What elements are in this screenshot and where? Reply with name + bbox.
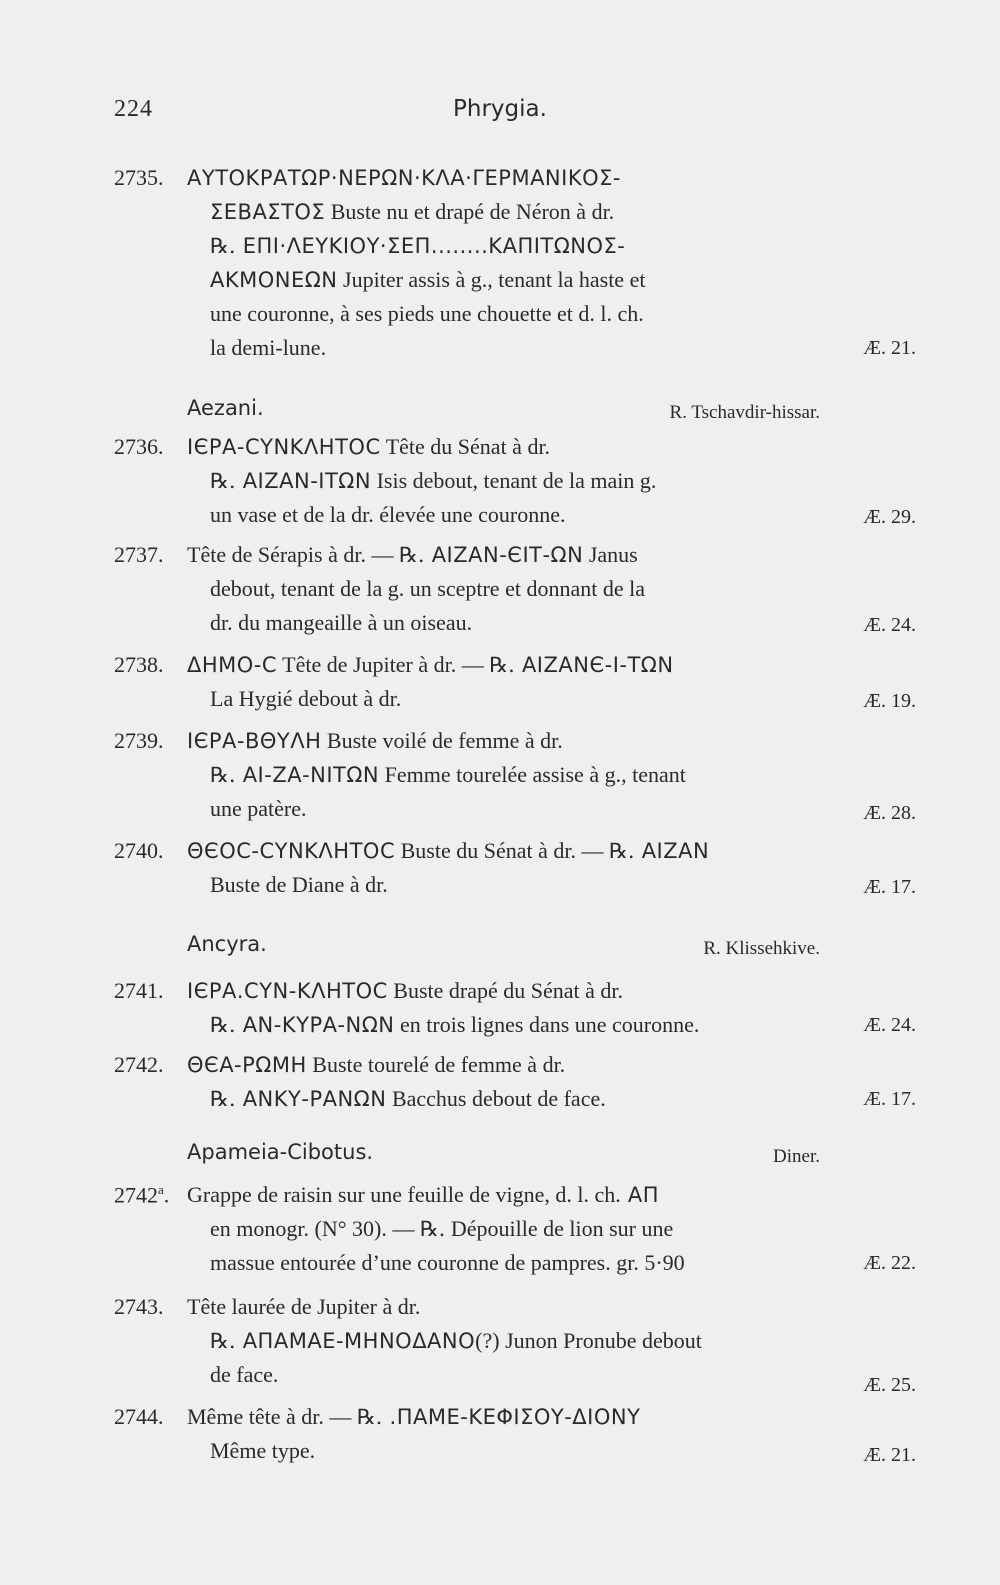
entry-line	[210, 610, 472, 636]
description: Même type.	[210, 1438, 316, 1463]
description: Buste du Sénat à dr. —	[395, 838, 609, 863]
reverse-mark: ℞.	[609, 839, 635, 863]
reverse-mark: ℞.	[419, 1217, 446, 1241]
entry-line	[210, 301, 644, 327]
reverse-mark: ℞.	[210, 234, 236, 258]
legend-reverse: ΑΙΖΑΝ-ΙΤΩΝ	[235, 469, 372, 493]
entry-line	[187, 1404, 640, 1430]
section-ancyra	[0, 932, 1000, 966]
metal-size: Æ. 24.	[863, 614, 916, 636]
entry-number: 2742.	[114, 1052, 164, 1077]
reverse-mark: ℞.	[210, 469, 236, 493]
metal-size: Æ. 21.	[863, 1444, 916, 1466]
description: Grappe de raisin sur une feuille de vigne, d. l. ch.	[187, 1182, 621, 1207]
description: Buste voilé de femme à dr.	[321, 728, 563, 753]
description-weight: massue entourée d’une couronne de pampres. gr. 5·90	[210, 1250, 685, 1275]
entry-line	[187, 1182, 659, 1208]
metal-size: Æ. 17.	[863, 876, 916, 898]
entry-number: 2738.	[114, 652, 164, 677]
section-aezani	[0, 396, 1000, 430]
metal-size: Æ. 29.	[863, 506, 916, 528]
entry-number: 2735.	[114, 165, 164, 190]
description: Buste tourelé de femme à dr.	[306, 1052, 566, 1077]
reverse-mark: ℞.	[399, 543, 425, 567]
description: Buste nu et drapé de Néron à dr.	[325, 199, 615, 224]
entry-2739	[0, 728, 1000, 828]
description: dr. du mangeaille à un oiseau.	[210, 610, 473, 635]
description: en monogr. (N° 30). —	[210, 1216, 420, 1241]
section-location: R. Tschavdir-hissar.	[669, 402, 820, 423]
description: Buste de Diane à dr.	[210, 872, 388, 897]
entry-line	[187, 434, 550, 460]
legend-reverse: .ΠΑΜΕ-ΚΕΦΙΣΟΥ-ΔΙΟΝΥ	[382, 1405, 641, 1429]
legend-reverse: ΑΝΚΥ-ΡΑΝΩΝ	[235, 1087, 387, 1111]
entry-line	[187, 1052, 565, 1078]
entry-2743	[0, 1294, 1000, 1394]
legend-obverse: ΘЄΑ-ΡΩΜΗ	[187, 1053, 307, 1077]
description: une couronne, à ses pieds une chouette et d. l. ch.	[210, 301, 644, 326]
reverse-mark: ℞.	[210, 1087, 236, 1111]
legend-reverse: ΑΙΖΑΝЄ-Ι-ΤΩΝ	[514, 653, 674, 677]
entry-line	[187, 165, 621, 191]
entry-line	[210, 762, 686, 788]
entry-line	[187, 1294, 420, 1320]
entry-number	[114, 1182, 169, 1208]
entry-2742	[0, 1052, 1000, 1118]
entry-number-sup: a	[158, 1182, 164, 1197]
entry-2740	[0, 838, 1000, 904]
entry-number-main: 2742	[114, 1182, 158, 1208]
entry-line	[210, 233, 625, 259]
entry-number: 2736.	[114, 434, 164, 459]
description: Isis debout, tenant de la main g.	[371, 468, 657, 493]
section-title: Aezani.	[187, 396, 264, 420]
description: Buste drapé du Sénat à dr.	[387, 978, 624, 1003]
entry-line	[210, 872, 388, 898]
legend-reverse: ΑΚΜΟΝΕΩΝ	[210, 268, 338, 292]
metal-size: Æ. 22.	[863, 1252, 916, 1274]
section-apameia	[0, 1140, 1000, 1174]
entry-line	[187, 652, 674, 678]
reverse-mark: ℞.	[489, 653, 515, 677]
description: la demi-lune.	[210, 335, 327, 360]
entry-number-dot: .	[163, 1182, 170, 1208]
entry-line	[210, 1328, 702, 1354]
legend-reverse: ΑΙ-ΖΑ-ΝΙΤΩΝ	[235, 763, 380, 787]
legend-obverse: ΙЄΡΑ-ΒΘΥΛΗ	[187, 729, 322, 753]
entry-line	[210, 267, 645, 293]
entry-line	[210, 686, 401, 712]
section-location: Diner.	[773, 1146, 820, 1167]
entry-line	[210, 1438, 315, 1464]
entry-2738	[0, 652, 1000, 718]
reverse-mark: ℞.	[210, 1013, 236, 1037]
legend-reverse: ΑΝ-ΚΥΡΑ-ΝΩΝ	[235, 1013, 395, 1037]
description: Jupiter assis à g., tenant la haste et	[337, 267, 646, 292]
description: une patère.	[210, 796, 307, 821]
entry-number: 2740.	[114, 838, 164, 863]
entry-line	[210, 1086, 606, 1112]
entry-number: 2743.	[114, 1294, 164, 1319]
entry-line	[187, 838, 709, 864]
entry-2744	[0, 1404, 1000, 1474]
entry-number: 2744.	[114, 1404, 164, 1429]
entry-line	[210, 1362, 278, 1388]
section-title: Apameia-Cibotus.	[187, 1140, 374, 1164]
entry-line	[210, 1012, 699, 1038]
metal-size: Æ. 17.	[863, 1088, 916, 1110]
description: en trois lignes dans une couronne.	[394, 1012, 700, 1037]
metal-size: Æ. 24.	[863, 1014, 916, 1036]
entry-line	[187, 728, 563, 754]
entry-2736	[0, 434, 1000, 534]
legend-obverse: ΙЄΡΑ-CΥΝΚΛΗΤΟC	[187, 435, 381, 459]
description: un vase et de la dr. élevée une couronne.	[210, 502, 566, 527]
entry-line	[210, 1250, 685, 1276]
entry-line	[210, 468, 656, 494]
entry-line	[187, 978, 623, 1004]
entry-2742a	[0, 1182, 1000, 1282]
legend-reverse: ΑΠΑΜΑΕ-ΜΗΝΟΔΑΝΟ	[235, 1329, 476, 1353]
description: Tête laurée de Jupiter à dr.	[187, 1294, 421, 1319]
description: Tête de Sérapis à dr. —	[187, 542, 399, 567]
metal-size: Æ. 25.	[863, 1374, 916, 1396]
metal-size: Æ. 19.	[863, 690, 916, 712]
entry-2741	[0, 978, 1000, 1044]
reverse-mark: ℞.	[210, 1329, 236, 1353]
metal-size: Æ. 28.	[863, 802, 916, 824]
description: Dépouille de lion sur une	[445, 1216, 674, 1241]
reverse-mark: ℞.	[210, 763, 236, 787]
entry-2737	[0, 542, 1000, 642]
legend-reverse: ΕΠΙ·ΛΕΥΚΙΟΥ·ΣΕΠ........ΚΑΠΙΤΩΝΟΣ-	[235, 234, 626, 258]
entry-line	[210, 502, 566, 528]
description: Femme tourelée assise à g., tenant	[379, 762, 686, 787]
description: La Hygié debout à dr.	[210, 686, 402, 711]
entry-number: 2739.	[114, 728, 164, 753]
description: debout, tenant de la g. un sceptre et donnant de la	[210, 576, 645, 601]
description: Tête de Jupiter à dr. —	[277, 652, 490, 677]
legend-reverse: ΑΙΖΑΝ	[634, 839, 710, 863]
description: Janus	[583, 542, 638, 567]
monogram: ΑΠ	[620, 1183, 660, 1207]
entry-line	[210, 576, 645, 602]
legend-obverse: ΘЄΟC-CΥΝΚΛΗΤΟC	[187, 839, 396, 863]
page-header	[0, 96, 1000, 132]
entry-number: 2741.	[114, 978, 164, 1003]
entry-2735	[0, 165, 1000, 365]
legend-obverse: ΣΕΒΑΣΤΟΣ	[210, 200, 326, 224]
page-number: 224	[114, 96, 153, 122]
entry-line	[187, 542, 638, 568]
running-title: Phrygia.	[453, 96, 547, 122]
legend-obverse: ΑΥΤΟΚΡΑΤΩΡ·ΝΕΡΩΝ·ΚΛΑ·ΓΕΡΜΑΝΙΚΟΣ-	[187, 166, 621, 190]
description: de face.	[210, 1362, 279, 1387]
entry-line	[210, 796, 307, 822]
metal-size: Æ. 21.	[863, 337, 916, 359]
entry-line	[210, 1216, 673, 1242]
legend-obverse: ΙЄΡΑ.CΥΝ-ΚΛΗΤΟC	[187, 979, 388, 1003]
entry-line	[210, 335, 326, 361]
entry-number: 2737.	[114, 542, 164, 567]
section-title: Ancyra.	[187, 932, 267, 956]
description: Bacchus debout de face.	[386, 1086, 606, 1111]
reverse-mark: ℞.	[356, 1405, 383, 1429]
section-location: R. Klissehkive.	[703, 938, 820, 959]
description: (?) Junon Pronube debout	[475, 1328, 702, 1353]
description: Même tête à dr. —	[187, 1404, 357, 1429]
entry-line	[210, 199, 614, 225]
description: Tête du Sénat à dr.	[380, 434, 551, 459]
legend-reverse: ΑΙΖΑΝ-ЄΙΤ-ΩΝ	[424, 543, 584, 567]
legend-obverse: ΔΗΜΟ-C	[187, 653, 278, 677]
